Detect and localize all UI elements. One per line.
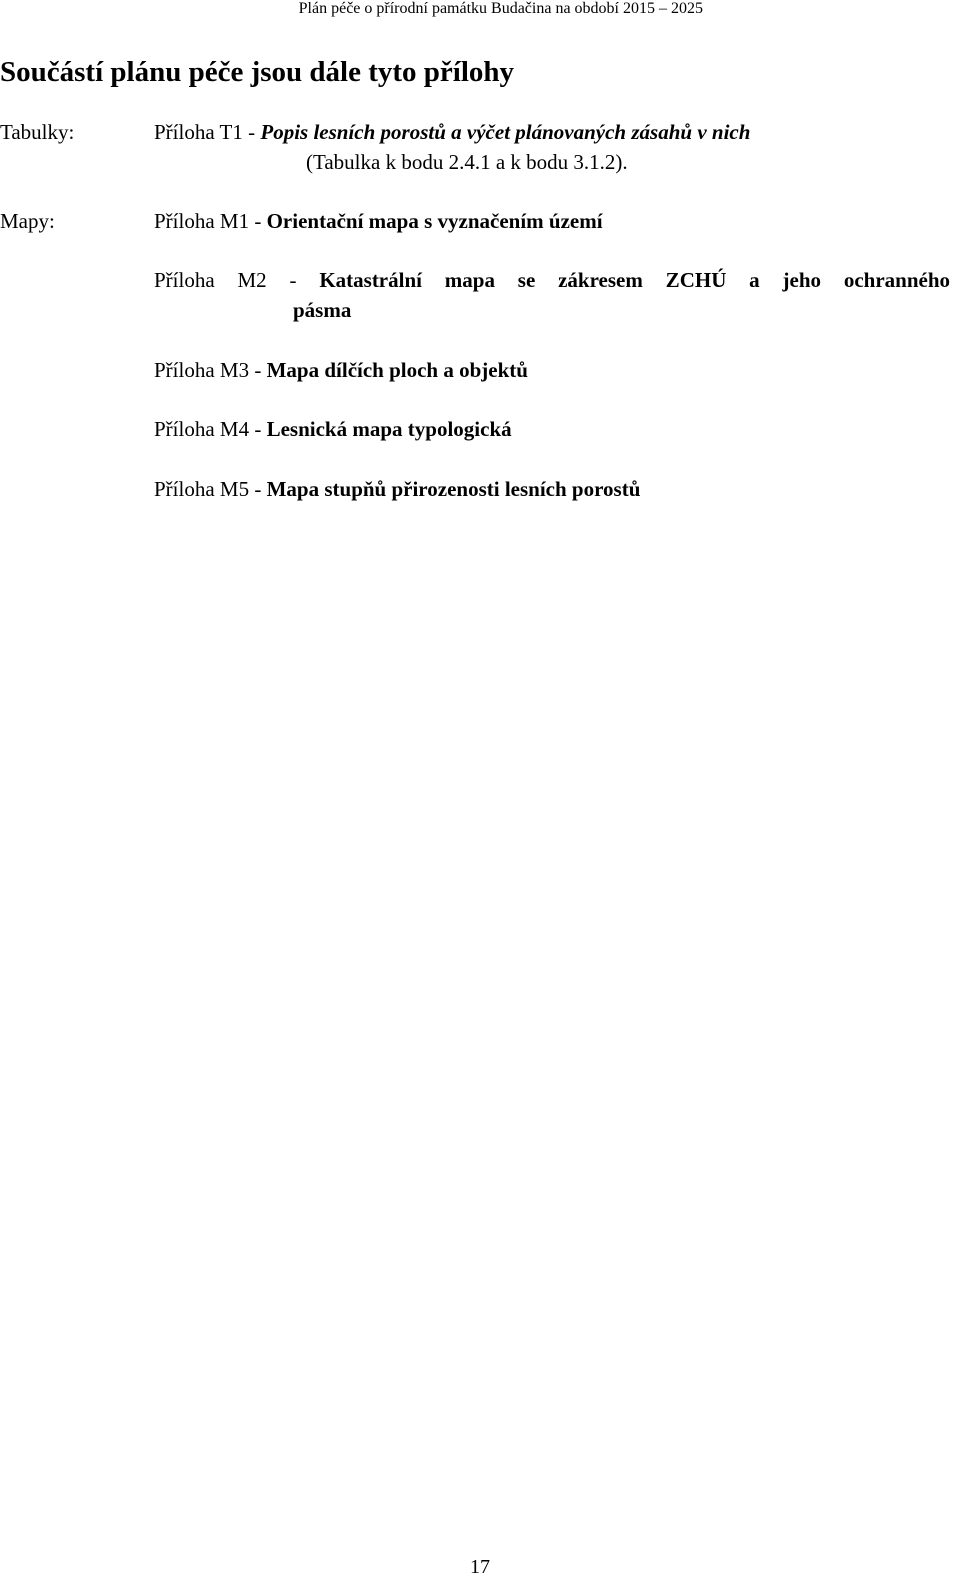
attachment-separator: - [249, 477, 267, 501]
attachment-title: Mapa stupňů přirozenosti lesních porostů [266, 477, 641, 501]
section-title: Součástí plánu péče jsou dále tyto přílohy [0, 56, 514, 88]
attachment-title: Mapa dílčích ploch a objektů [266, 358, 528, 382]
attachment-separator: - [249, 209, 267, 233]
attachment-title: Popis lesních porostů a výčet plánovaných zásahů v nich [260, 120, 751, 144]
attachment-note: (Tabulka k bodu 2.4.1 a k bodu 3.1.2). [306, 150, 628, 174]
attachment-m3 [154, 355, 528, 385]
attachment-code: Příloha M4 [154, 417, 250, 441]
attachment-line [154, 265, 950, 295]
attachment-code: Příloha M3 [154, 358, 250, 382]
attachment-title: Orientační mapa s vyznačením území [266, 209, 603, 233]
attachment-title-continuation: pásma [293, 298, 352, 322]
tables-label: Tabulky: [0, 120, 75, 144]
attachment-code: Příloha T1 [154, 120, 243, 144]
maps-label: Mapy: [0, 209, 55, 233]
attachment-title: Katastrální mapa se zákresem ZCHÚ a jeho ochranného [319, 268, 950, 292]
attachment-code: Příloha M2 [154, 268, 267, 292]
attachment-separator: - [249, 417, 267, 441]
attachment-code: Příloha M1 [154, 209, 250, 233]
attachment-t1 [154, 117, 750, 177]
attachment-separator: - [249, 358, 267, 382]
attachment-m2 [154, 265, 950, 325]
page-number: 17 [470, 1556, 490, 1578]
attachment-separator: - [266, 268, 320, 292]
attachment-m5 [154, 474, 640, 504]
attachment-m1 [154, 206, 603, 236]
attachment-title: Lesnická mapa typologická [266, 417, 512, 441]
running-header: Plán péče o přírodní památku Budačina na období 2015 – 2025 [298, 0, 703, 17]
attachment-m4 [154, 414, 512, 444]
attachment-separator: - [242, 120, 261, 144]
attachment-code: Příloha M5 [154, 477, 250, 501]
